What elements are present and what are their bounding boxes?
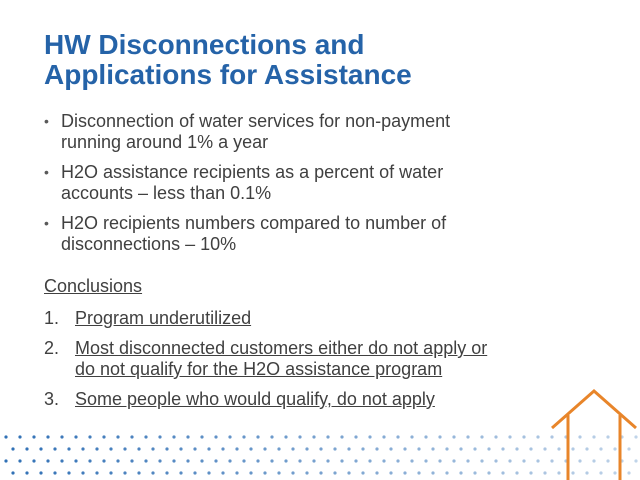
pattern-dot xyxy=(284,459,287,462)
pattern-dot xyxy=(382,435,385,438)
pattern-dot xyxy=(361,471,364,474)
pattern-dot xyxy=(158,459,161,462)
bullet-line: accounts – less than 0.1% xyxy=(61,183,272,203)
pattern-dot xyxy=(298,435,301,438)
pattern-dot xyxy=(221,447,224,450)
pattern-dot xyxy=(452,435,455,438)
pattern-dot xyxy=(207,471,210,474)
pattern-dot xyxy=(438,459,441,462)
pattern-dot xyxy=(445,447,448,450)
pattern-dot xyxy=(340,435,343,438)
slide-title xyxy=(44,30,604,90)
pattern-dot xyxy=(403,471,406,474)
pattern-dot xyxy=(123,447,126,450)
pattern-dot xyxy=(473,447,476,450)
pattern-dot xyxy=(480,435,483,438)
pattern-dot xyxy=(172,435,175,438)
pattern-dot xyxy=(95,471,98,474)
bullet-list xyxy=(44,111,564,264)
pattern-dot xyxy=(4,435,7,438)
pattern-dot xyxy=(235,471,238,474)
pattern-dot xyxy=(543,471,546,474)
bullet-item-assistance-percent xyxy=(44,162,564,204)
pattern-dot xyxy=(417,447,420,450)
pattern-dot xyxy=(88,435,91,438)
pattern-dot xyxy=(116,435,119,438)
pattern-dot xyxy=(214,435,217,438)
pattern-dot xyxy=(347,447,350,450)
pattern-dot xyxy=(53,447,56,450)
pattern-dot xyxy=(389,447,392,450)
pattern-dot xyxy=(130,459,133,462)
pattern-dot xyxy=(431,471,434,474)
pattern-dot xyxy=(270,435,273,438)
pattern-dot xyxy=(326,435,329,438)
pattern-dot xyxy=(354,459,357,462)
conclusion-number: 3. xyxy=(44,389,60,409)
pattern-dot xyxy=(305,447,308,450)
slide-title-line-1: HW Disconnections and xyxy=(44,29,365,60)
pattern-dot xyxy=(480,459,483,462)
conclusion-item-3 xyxy=(44,389,584,410)
pattern-dot xyxy=(270,459,273,462)
pattern-dot xyxy=(32,459,35,462)
pattern-dot xyxy=(431,447,434,450)
pattern-dot xyxy=(529,447,532,450)
pattern-dot xyxy=(4,459,7,462)
pattern-dot xyxy=(333,447,336,450)
pattern-dot xyxy=(263,471,266,474)
pattern-dot xyxy=(32,435,35,438)
pattern-dot xyxy=(74,459,77,462)
pattern-dot xyxy=(109,447,112,450)
bullet-line: H2O assistance recipients as a percent of water xyxy=(61,162,444,182)
house-roof-line xyxy=(552,391,636,428)
pattern-dot xyxy=(508,435,511,438)
conclusion-line: Most disconnected customers either do not apply or xyxy=(75,338,488,358)
pattern-dot xyxy=(46,459,49,462)
pattern-dot xyxy=(39,471,42,474)
pattern-dot xyxy=(207,447,210,450)
pattern-dot xyxy=(494,459,497,462)
pattern-dot xyxy=(319,447,322,450)
pattern-dot xyxy=(375,471,378,474)
pattern-dot xyxy=(256,435,259,438)
pattern-dot xyxy=(60,459,63,462)
pattern-dot xyxy=(249,447,252,450)
pattern-dot xyxy=(494,435,497,438)
pattern-dot xyxy=(193,447,196,450)
bullet-line: running around 1% a year xyxy=(61,132,269,152)
bullet-glyph: • xyxy=(44,164,49,180)
pattern-dot xyxy=(466,435,469,438)
pattern-dot xyxy=(186,459,189,462)
pattern-dot xyxy=(165,471,168,474)
pattern-dot xyxy=(67,447,70,450)
pattern-dot xyxy=(445,471,448,474)
pattern-dot xyxy=(256,459,259,462)
pattern-dot xyxy=(312,435,315,438)
pattern-dot xyxy=(144,459,147,462)
pattern-dot xyxy=(326,459,329,462)
bullet-item-disconnection-rate xyxy=(44,111,564,153)
pattern-dot xyxy=(221,471,224,474)
pattern-dot xyxy=(354,435,357,438)
pattern-dot xyxy=(459,447,462,450)
pattern-dot xyxy=(228,459,231,462)
pattern-dot xyxy=(200,435,203,438)
pattern-dot xyxy=(95,447,98,450)
pattern-dot xyxy=(60,435,63,438)
conclusion-line: Program underutilized xyxy=(75,308,252,328)
pattern-dot xyxy=(25,471,28,474)
pattern-dot xyxy=(368,459,371,462)
bullet-glyph: • xyxy=(44,113,49,129)
pattern-dot xyxy=(186,435,189,438)
pattern-dot xyxy=(102,435,105,438)
pattern-dot xyxy=(368,435,371,438)
pattern-dot xyxy=(67,471,70,474)
pattern-dot xyxy=(536,459,539,462)
pattern-dot xyxy=(305,471,308,474)
pattern-dot xyxy=(529,471,532,474)
pattern-dot xyxy=(291,447,294,450)
pattern-dot xyxy=(340,459,343,462)
pattern-dot xyxy=(249,471,252,474)
pattern-dot xyxy=(438,435,441,438)
pattern-dot xyxy=(263,447,266,450)
conclusions-heading: Conclusions xyxy=(44,276,143,296)
pattern-dot xyxy=(396,435,399,438)
bullet-line: Disconnection of water services for non-payment xyxy=(61,111,451,131)
pattern-dot xyxy=(508,459,511,462)
pattern-dot xyxy=(130,435,133,438)
pattern-dot xyxy=(487,471,490,474)
pattern-dot xyxy=(347,471,350,474)
pattern-dot xyxy=(466,459,469,462)
pattern-dot xyxy=(179,447,182,450)
bullet-glyph: • xyxy=(44,215,49,231)
pattern-dot xyxy=(179,471,182,474)
pattern-dot xyxy=(382,459,385,462)
pattern-dot xyxy=(123,471,126,474)
pattern-dot xyxy=(235,447,238,450)
pattern-dot xyxy=(46,435,49,438)
pattern-dot xyxy=(151,471,154,474)
pattern-dot xyxy=(172,459,175,462)
pattern-dot xyxy=(396,459,399,462)
pattern-dot xyxy=(109,471,112,474)
bullet-line: H2O recipients numbers compared to number of xyxy=(61,213,447,233)
pattern-dot xyxy=(242,435,245,438)
conclusion-line: Some people who would qualify, do not apply xyxy=(75,389,435,409)
pattern-dot xyxy=(81,471,84,474)
conclusions-list xyxy=(44,308,584,419)
pattern-dot xyxy=(410,459,413,462)
pattern-dot xyxy=(515,471,518,474)
pattern-dot xyxy=(501,471,504,474)
pattern-dot xyxy=(522,459,525,462)
pattern-dot xyxy=(375,447,378,450)
pattern-dot xyxy=(18,459,21,462)
pattern-dot xyxy=(53,471,56,474)
pattern-dot xyxy=(333,471,336,474)
pattern-dot xyxy=(284,435,287,438)
pattern-dot xyxy=(515,447,518,450)
pattern-dot xyxy=(165,447,168,450)
pattern-dot xyxy=(277,471,280,474)
house-outline-icon xyxy=(548,388,640,480)
pattern-dot xyxy=(137,471,140,474)
pattern-dot xyxy=(277,447,280,450)
pattern-dot xyxy=(522,435,525,438)
pattern-dot xyxy=(459,471,462,474)
pattern-dot xyxy=(487,447,490,450)
pattern-dot xyxy=(452,459,455,462)
pattern-dot xyxy=(116,459,119,462)
pattern-dot xyxy=(424,435,427,438)
pattern-dot xyxy=(242,459,245,462)
pattern-dot xyxy=(312,459,315,462)
pattern-dot xyxy=(403,447,406,450)
pattern-dot xyxy=(88,459,91,462)
pattern-dot xyxy=(424,459,427,462)
pattern-dot xyxy=(151,447,154,450)
slide-title-line-2: Applications for Assistance xyxy=(44,59,412,90)
pattern-dot xyxy=(214,459,217,462)
bullet-item-recipients-ratio xyxy=(44,213,564,255)
conclusion-item-1 xyxy=(44,308,584,329)
pattern-dot xyxy=(298,459,301,462)
pattern-dot xyxy=(102,459,105,462)
pattern-dot xyxy=(417,471,420,474)
pattern-dot xyxy=(137,447,140,450)
pattern-dot xyxy=(361,447,364,450)
pattern-dot xyxy=(193,471,196,474)
pattern-dot xyxy=(543,447,546,450)
dot-pattern-decoration xyxy=(0,430,640,480)
pattern-dot xyxy=(18,435,21,438)
pattern-dot xyxy=(11,471,14,474)
pattern-dot xyxy=(319,471,322,474)
pattern-dot xyxy=(200,459,203,462)
conclusion-line: do not qualify for the H2O assistance program xyxy=(75,359,443,379)
pattern-dot xyxy=(39,447,42,450)
pattern-dot xyxy=(410,435,413,438)
pattern-dot xyxy=(536,435,539,438)
pattern-dot xyxy=(158,435,161,438)
pattern-dot xyxy=(501,447,504,450)
pattern-dot xyxy=(291,471,294,474)
conclusion-number: 2. xyxy=(44,338,60,358)
pattern-dot xyxy=(74,435,77,438)
pattern-dot xyxy=(81,447,84,450)
bullet-line: disconnections – 10% xyxy=(61,234,237,254)
pattern-dot xyxy=(25,447,28,450)
pattern-dot xyxy=(228,435,231,438)
pattern-dot xyxy=(144,435,147,438)
pattern-dot xyxy=(473,471,476,474)
pattern-dot xyxy=(11,447,14,450)
conclusion-number: 1. xyxy=(44,308,60,328)
pattern-dot xyxy=(389,471,392,474)
conclusion-item-2 xyxy=(44,338,584,380)
